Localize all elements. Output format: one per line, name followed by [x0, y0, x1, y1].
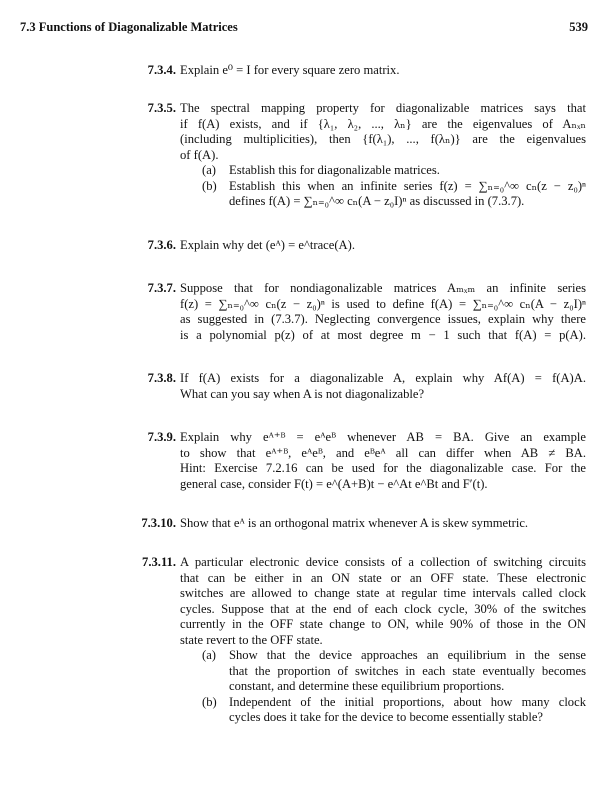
exercise-line: What can you say when A is not diagonalizable?	[180, 386, 425, 401]
exercise-body	[180, 430, 586, 492]
exercise-line: Suppose that for nondiagonalizable matrices Aₘₓₘ an infinite series	[180, 281, 586, 295]
exercise-body	[180, 371, 586, 402]
sub-item-b	[180, 695, 586, 726]
page-number: 539	[569, 20, 588, 34]
sub-item-line: that the proportion of switches in each state eventually becomes	[229, 663, 586, 678]
exercise-number: 7.3.6.	[147, 238, 176, 252]
exercise-line: if f(A) exists, and if {λ₁, λ₂, ..., λₙ} are the eigenvalues of Aₙₓₙ	[180, 116, 586, 131]
exercise-line: f(z) = ∑ₙ₌₀^∞ cₙ(z − z₀)ⁿ is used to define f(A) = ∑ₙ₌₀^∞ cₙ(A − z₀I)ⁿ	[180, 296, 586, 311]
exercise-line: Show that eᴬ is an orthogonal matrix whenever A is skew symmetric.	[180, 516, 529, 530]
sub-item-label: (b)	[202, 178, 217, 193]
exercise-body	[180, 63, 586, 79]
exercise-line: that can be either in an ON state or an OFF state. These electronic	[180, 570, 586, 585]
sub-item-line: cycles does it take for the device to become essentially stable?	[229, 710, 544, 724]
exercise-line: The spectral mapping property for diagonalizable matrices says that	[180, 101, 586, 115]
sub-item-label: (a)	[202, 648, 216, 662]
exercise-line: A particular electronic device consists of a collection of switching circuits	[180, 555, 586, 569]
exercise-line: to show that eᴬ⁺ᴮ, eᴬeᴮ, and eᴮeᴬ all can differ when AB ≠ BA.	[180, 445, 586, 460]
sub-item-line: Show that the device approaches an equilibrium in the sense	[229, 648, 586, 662]
exercise-number: 7.3.10.	[141, 516, 176, 530]
sub-item-line: defines f(A) = ∑ₙ₌₀^∞ cₙ(A − z₀I)ⁿ as discussed in (7.3.7).	[229, 194, 525, 208]
section-title: 7.3 Functions of Diagonalizable Matrices	[20, 20, 238, 34]
sub-item-line: Independent of the initial proportions, about how many clock	[229, 694, 586, 709]
exercise-line: If f(A) exists for a diagonalizable A, explain why Af(A) = f(A)A.	[180, 371, 586, 385]
sub-item-line: Establish this when an infinite series f(z) = ∑ₙ₌₀^∞ cₙ(z − z₀)ⁿ	[229, 178, 586, 193]
exercise-line: currently in the OFF state change to ON, while 90% of those in the ON	[180, 617, 586, 631]
exercise-line: Explain why eᴬ⁺ᴮ = eᴬeᴮ whenever AB = BA. Give an example	[180, 430, 586, 444]
sub-item-a	[180, 648, 586, 695]
exercise-number: 7.3.9.	[147, 430, 176, 444]
exercise-body	[180, 101, 586, 210]
exercise-number: 7.3.11.	[142, 555, 176, 569]
sub-item-label: (b)	[202, 694, 217, 709]
exercise-number: 7.3.8.	[147, 371, 176, 385]
exercise-number: 7.3.4.	[147, 63, 176, 77]
running-head	[20, 20, 588, 38]
exercise-line: as suggested in (7.3.7). Neglecting convergence issues, explain why there	[180, 312, 586, 326]
exercise-number: 7.3.7.	[147, 281, 176, 295]
sub-item-a	[180, 163, 586, 179]
sub-item-b	[180, 179, 586, 210]
exercise-line: Explain why det (eᴬ) = e^trace(A).	[180, 238, 355, 252]
exercise-body	[180, 555, 586, 726]
exercise-body	[180, 281, 586, 343]
exercise-line: of f(A).	[180, 147, 219, 162]
exercise-number: 7.3.5.	[147, 101, 176, 115]
sub-item-label: (a)	[202, 163, 216, 177]
exercise-line: Hint: Exercise 7.2.16 can be used for the diagonalizable case. For the	[180, 461, 586, 475]
exercise-line: Explain e⁰ = I for every square zero matrix.	[180, 63, 400, 77]
exercise-line: general case, consider F(t) = e^(A+B)t − e^At e^Bt and F′(t).	[180, 476, 488, 491]
exercise-body	[180, 516, 586, 532]
exercise-line: state revert to the OFF state.	[180, 632, 323, 647]
sub-item-line: Establish this for diagonalizable matrices.	[229, 163, 440, 177]
exercise-line: is a polynomial p(z) of at most degree m − 1 such that f(A) = p(A).	[180, 327, 586, 342]
exercise-line: cycles. Suppose that at the end of each clock cycle, 30% of the switches	[180, 601, 586, 616]
exercise-body	[180, 238, 586, 254]
exercise-line: (including multiplicities), then {f(λ₁), ..., f(λₙ)} are the eigenvalues	[180, 132, 586, 146]
exercise-line: switches are allowed to change state at regular time intervals called clock	[180, 586, 586, 600]
sub-item-line: constant, and determine these equilibrium proportions.	[229, 679, 505, 693]
